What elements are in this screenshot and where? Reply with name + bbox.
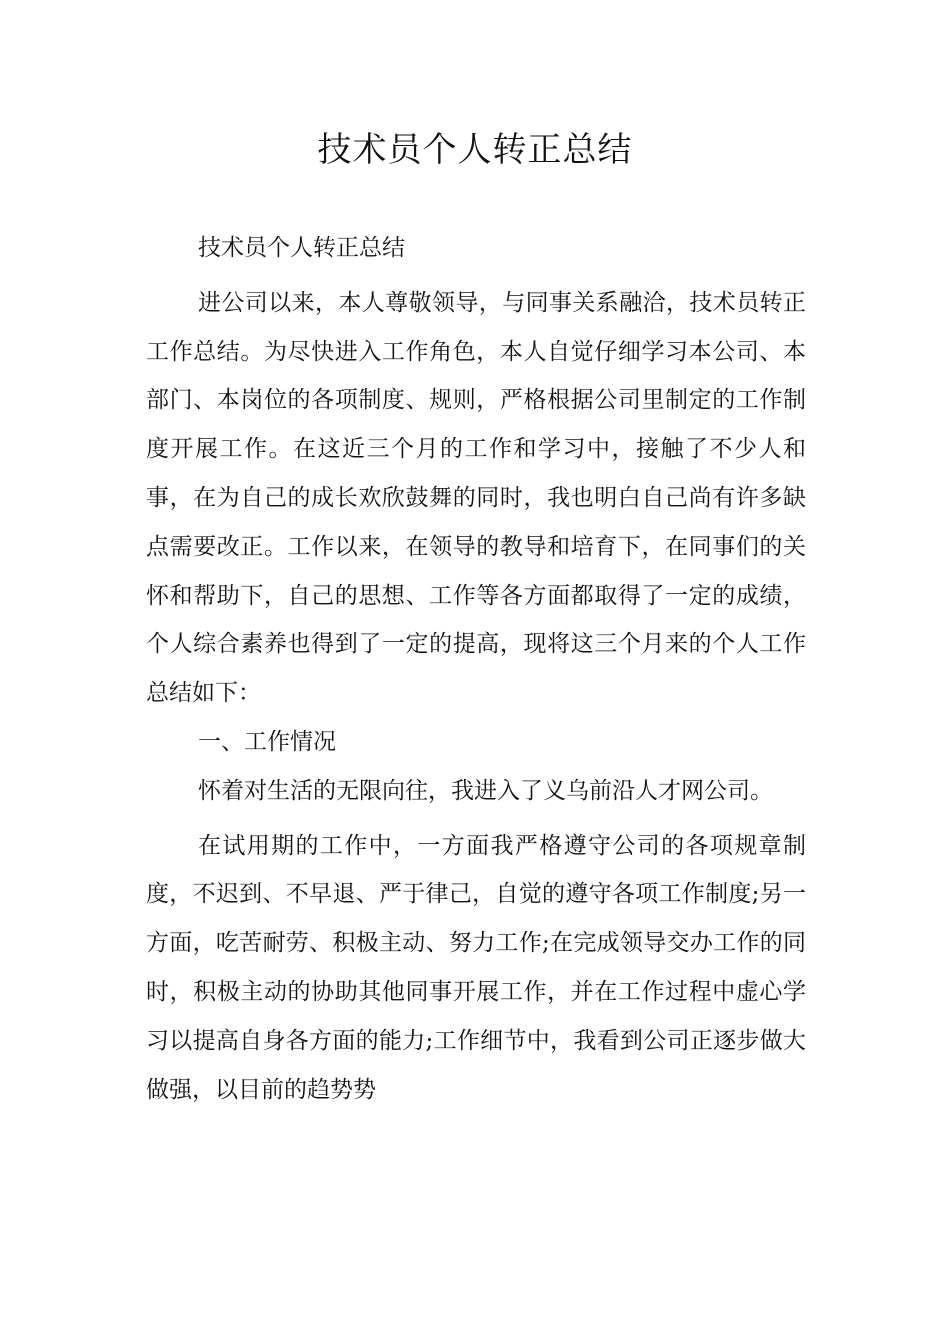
section-heading-work: 一、工作情况: [198, 728, 336, 755]
document-title: 技术员个人转正总结: [317, 130, 633, 170]
subtitle-paragraph: 技术员个人转正总结: [198, 235, 405, 261]
work-paragraph-1: 怀着对生活的无限向往，我进入了义乌前沿人才网公司。: [198, 777, 773, 804]
intro-paragraph: 进公司以来，本人尊敬领导，与同事关系融洽，技术员转正工作总结。为尽快进入工作角色，本人自觉仔细学习本公司、本部门、本岗位的各项制度、规则，严格根据公司里制定的工作制度开展工作。在这近三个月的工作和学习中，接触了不少人和事，在为自己的成长欢欣鼓舞的同时，我也明白自己尚有许多缺点需要改正。工作以来，在领导的教导和培育下，在同事们的关怀和帮助下，自己的思想、工作等各方面都取得了一定的成绩，个人综合素养也得到了一定的提高，现将这三个月来的个人工作总结如下：: [146, 289, 806, 707]
work-paragraph-2: 在试用期的工作中，一方面我严格遵守公司的各项规章制度，不迟到、不早退、严于律己，自觉的遵守各项工作制度;另一方面，吃苦耐劳、积极主动、努力工作;在完成领导交办工作的同时，积极主动的协助其他同事开展工作，并在工作过程中虚心学习以提高自身各方面的能力;工作细节中，我看到公司正逐步做大做强，以目前的趋势势: [146, 832, 806, 1103]
document-body: [146, 224, 806, 1114]
